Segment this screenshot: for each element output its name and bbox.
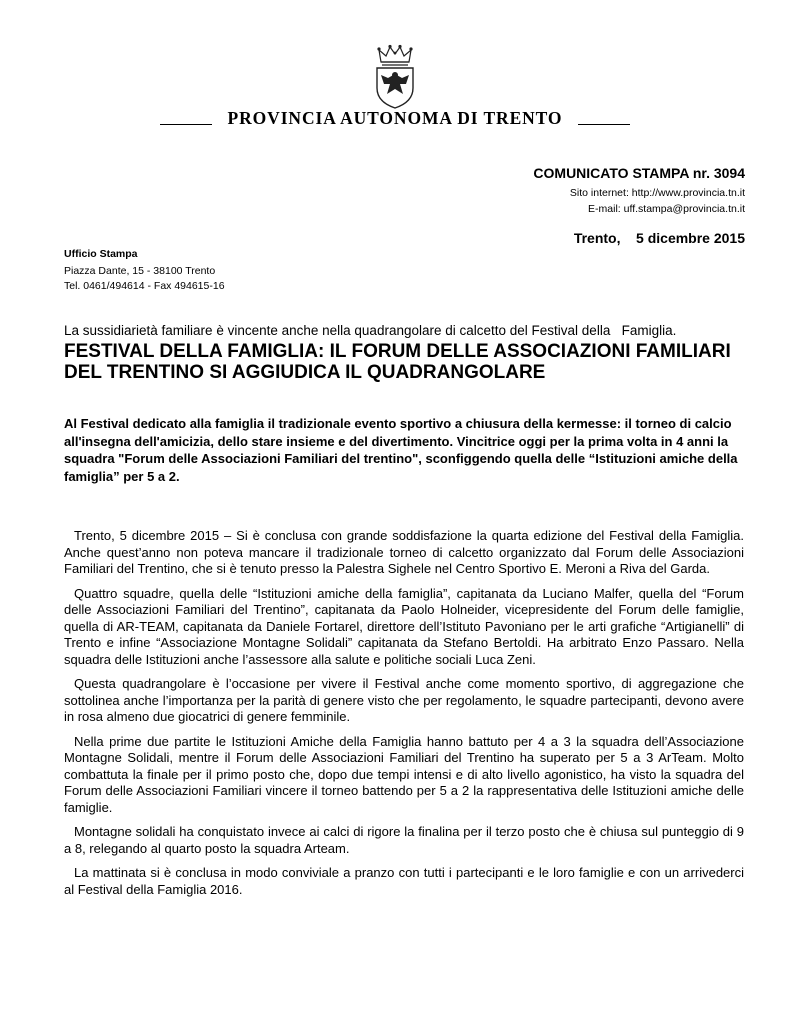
- masthead-rule-left: [160, 124, 212, 125]
- masthead-rule-right: [578, 124, 630, 125]
- office-address: Piazza Dante, 15 - 38100 Trento: [64, 265, 216, 277]
- article-lead: Al Festival dedicato alla famiglia il tradizionale evento sportivo a chiusura della kermesse: il torneo di calcio all'insegna dell'amicizia, dello stare insieme e del divertimento. Vincitrice oggi per la prima volta in 4 anni la squadra "Forum delle Associazioni Familiari del trentino", sconfiggendo quella delle “Istituzioni amiche della famiglia” per 5 a 2.: [64, 416, 738, 484]
- release-date: Trento, 5 dicembre 2015: [573, 230, 745, 246]
- body-paragraph: La mattinata si è conclusa in modo conviviale a pranzo con tutti i partecipanti e le loro famiglie e con un arrivederci al Festival della Famiglia 2016.: [64, 865, 744, 897]
- masthead: [160, 108, 630, 132]
- body-paragraph: Montagne solidali ha conquistato invece ai calci di rigore la finalina per il terzo posto che è chiusa sul punteggio di 9 a 8, relegando al quarto posto la squadra Arteam.: [64, 824, 744, 856]
- body-paragraph: Nella prime due partite le Istituzioni Amiche della Famiglia hanno battuto per 4 a 3 la squadra dell’Associazione Montagne Solidali, mentre il Forum delle Associazioni Familiari del Trentino ha superato per 5 a 3 ArTeam. Molto combattuta la finale per il primo posto che, dopo due tempi intensi e di alto livello agonistico, ha visto la squadra del Forum delle Associazioni Familiari vincere il torneo battendo per 5 a 2 la rappresentativa delle Istituzioni amiche delle famiglie.: [64, 733, 744, 815]
- article-subtitle: La sussidiarietà familiare è vincente anche nella quadrangolare di calcetto del Festival della Famiglia.: [64, 323, 677, 338]
- article-body: [64, 528, 744, 906]
- article-headline: FESTIVAL DELLA FAMIGLIA: IL FORUM DELLE ASSOCIAZIONI FAMILIARI DEL TRENTINO SI AGGIUDICA IL QUADRANGOLARE: [64, 341, 731, 383]
- press-release-title: COMUNICATO STAMPA nr. 3094: [533, 165, 745, 181]
- email-line: E-mail: uff.stampa@provincia.tn.it: [588, 203, 745, 215]
- website-line: Sito internet: http://www.provincia.tn.it: [569, 187, 745, 199]
- office-name: Ufficio Stampa: [64, 248, 138, 260]
- organization-name: PROVINCIA AUTONOMA DI TRENTO: [227, 108, 563, 128]
- coat-of-arms-icon: [373, 44, 417, 110]
- body-paragraph: Questa quadrangolare è l’occasione per vivere il Festival anche come momento sportivo, di aggregazione che sottolinea anche l’importanza per la parità di genere visto che per regolamento, le squadre partecipanti, devono avere in rosa almeno due giocatrici di genere femminile.: [64, 676, 744, 724]
- body-paragraph: Trento, 5 dicembre 2015 – Si è conclusa con grande soddisfazione la quarta edizione del Festival della Famiglia. Anche quest’anno non poteva mancare il tradizionale torneo di calcetto organizzato dal Forum delle Associazioni Familiari del Trentino, che si è tenuto presso la Palestra Sighele nel Centro Sportivo E. Meroni a Riva del Garda.: [64, 528, 744, 576]
- office-phone: Tel. 0461/494614 - Fax 494615-16: [64, 280, 225, 292]
- body-paragraph: Quattro squadre, quella delle “Istituzioni amiche della famiglia”, capitanata da Luciano Malfer, quella del “Forum delle Associazioni Familiari del Trentino”, capitanata da Paolo Holneider, vicepresidente del Forum delle famiglie, quella di AR-TEAM, capitanata da Daniele Fortarel, direttore dell’Istituto Pavoniano per le arti grafiche “Artigianelli” di Trento e infine “Associazione Montagne Solidali” capitanata da Stefano Bertoldi. Ha arbitrato Enzo Passaro. Nella squadra delle Istituzioni anche l’assessore alla salute e politiche sociali Luca Zeni.: [64, 585, 744, 667]
